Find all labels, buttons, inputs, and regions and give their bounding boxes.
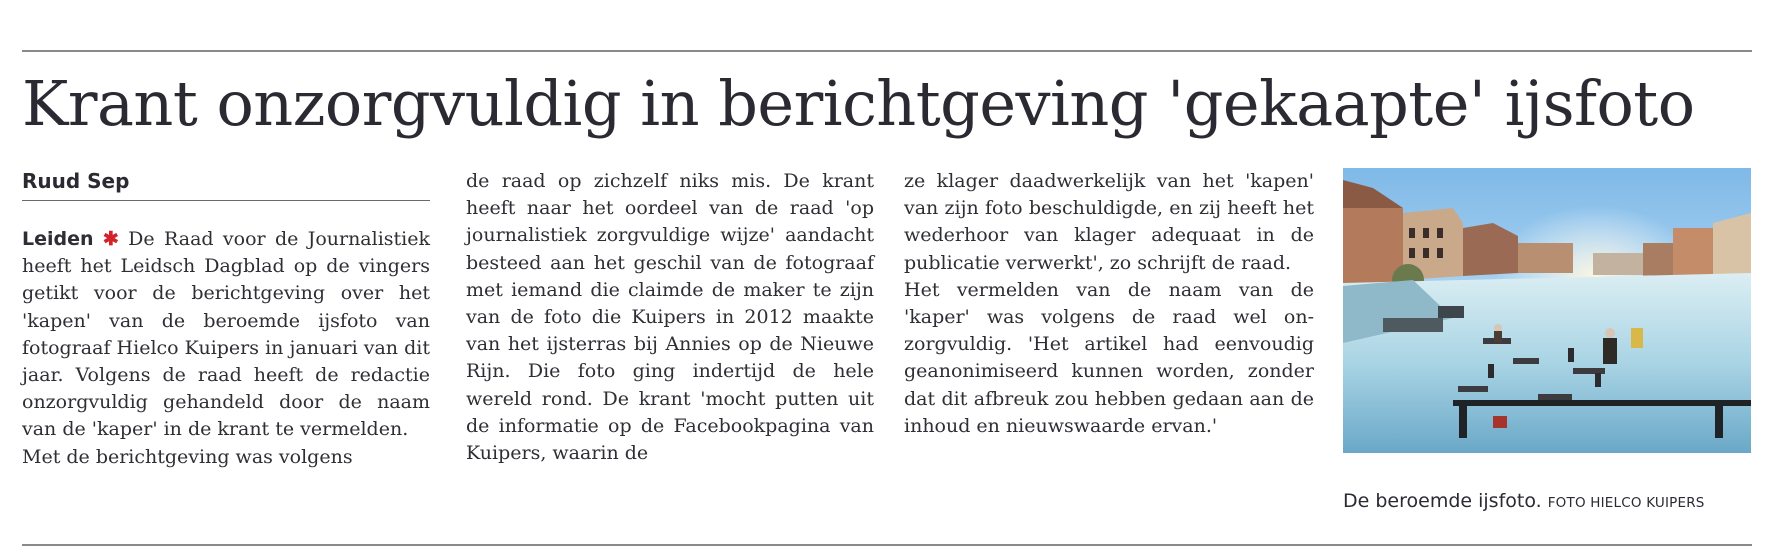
article-headline: Krant onzorgvuldig in berichtgeving 'gekaapte' ijsfoto (22, 67, 1695, 140)
photo-credit: FOTO HIELCO KUIPERS (1547, 495, 1705, 511)
caption-text: De beroemde ijsfoto. (1343, 490, 1542, 512)
top-rule (22, 50, 1752, 52)
bottom-rule (22, 544, 1752, 546)
paragraph-2-continued: de raad op zichzelf niks mis. De krant heeft naar het oordeel van de raad 'op journalistiek zorgvuldige wijze' aandacht besteed aan het geschil van de fotograaf met iemand die claimde de maker te zijn van de foto die Kuipers in 2012 maakte van het ijsterras bij Annies op de Nieuwe Rijn. Die foto ging indertijd de hele wereld rond. De krant 'mocht putten uit de informatie op de Facebookpagina van Kuipers, waarin de (466, 170, 874, 465)
dateline: Leiden (22, 228, 94, 250)
paragraph-2-start: Met de berichtgeving was volgens (22, 445, 353, 468)
article-column-2 (466, 168, 874, 467)
byline: Ruud Sep (22, 168, 430, 201)
paragraph-3: Het vermelden van de naam van de 'kaper' was volgens de raad wel onzorgvuldig. 'Het artikel had eenvoudig geanonimiseerd kunnen worden, zonder dat dit afbreuk zou hebben gedaan aan de inhoud en nieuwswaarde ervan.' (904, 278, 1314, 437)
article-column-3 (904, 168, 1314, 440)
paragraph-1-text: De Raad voor de Journalistiek heeft het Leidsch Dagblad op de vingers getikt voor de berichtgeving over het 'kapen' van de beroemde ijsfoto van fotograaf Hielco Kuipers in januari van dit jaar. Volgens de raad heeft de redactie onzorgvuldig gehandeld door de naam van de 'kaper' in de krant te vermelden. (22, 228, 431, 441)
photo-caption (1343, 488, 1753, 516)
paragraph-1 (22, 226, 430, 444)
article-column-1 (22, 226, 430, 471)
ice-terrace-photo (1343, 168, 1751, 453)
dateline-star-icon: ✱ (102, 228, 119, 250)
paragraph-2-end: ze klager daadwerkelijk van het 'kapen' van zijn foto beschuldigde, en zij heeft het wederhoor van klager adequaat in de publicatie verwerkt', zo schrijft de raad. (904, 170, 1314, 274)
